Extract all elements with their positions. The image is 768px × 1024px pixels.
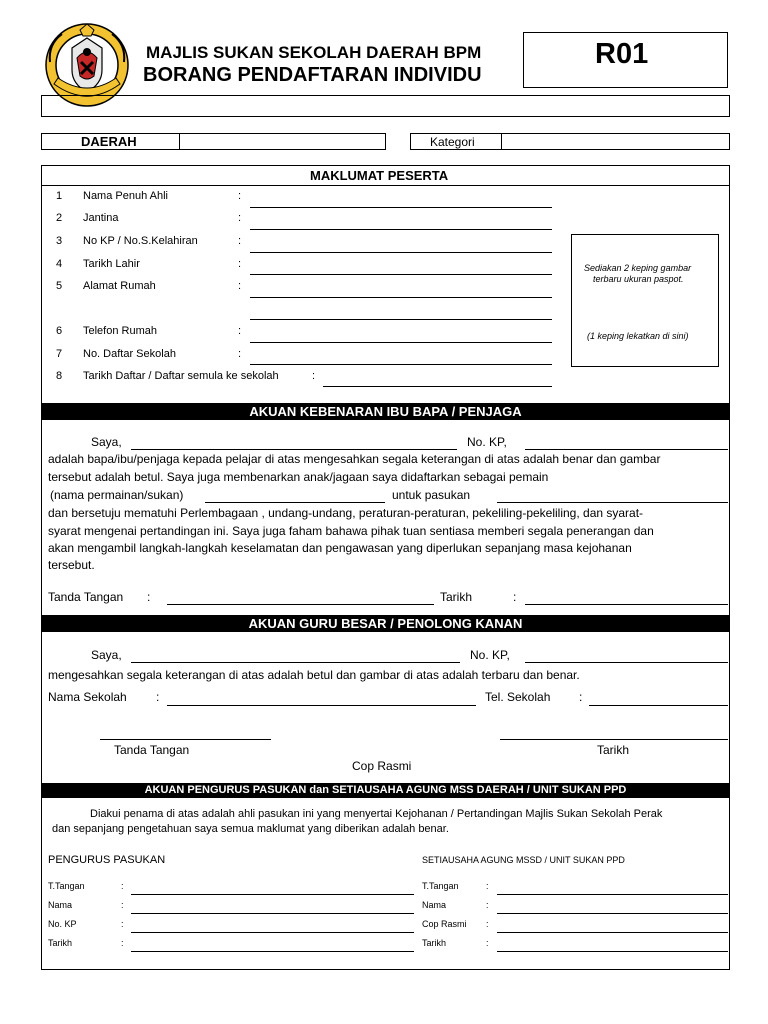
guru-tarikh-line[interactable] (500, 739, 728, 740)
daerah-input[interactable] (181, 134, 384, 149)
peserta-no: 5 (56, 280, 63, 292)
guru-nama-line[interactable] (131, 662, 460, 663)
tel-sekolah-line[interactable] (589, 705, 728, 706)
left-field-colon: : (121, 900, 124, 910)
pengurus-title: AKUAN PENGURUS PASUKAN dan SETIAUSAHA AGUNG MSS DAERAH / UNIT SUKAN PPD (41, 783, 730, 798)
photo-box[interactable] (571, 234, 719, 367)
tarikh-lahir-line[interactable] (250, 274, 552, 275)
left-field-colon: : (121, 938, 124, 948)
left-tarikh-line[interactable] (131, 951, 414, 952)
ibubapa-nokp-line[interactable] (525, 449, 728, 450)
peserta-no: 2 (56, 212, 63, 224)
title-field-box[interactable] (41, 95, 730, 117)
ibubapa-text4: syarat mengenai pertandingan ini. Saya juga faham bahawa pihak tuan sentiasa memberi segala penerangan dan (48, 524, 654, 538)
pengurus-right-title: SETIAUSAHA AGUNG MSSD / UNIT SUKAN PPD (422, 855, 625, 865)
peserta-colon: : (238, 235, 242, 247)
peserta-title: MAKLUMAT PESERTA (310, 168, 449, 183)
ibubapa-text6: tersebut. (48, 558, 95, 572)
kategori-label: Kategori (430, 135, 475, 149)
ibubapa-tandatangan: Tanda Tangan (48, 590, 124, 604)
left-ttangan-line[interactable] (131, 894, 414, 895)
peserta-colon: : (238, 190, 242, 202)
kategori-input[interactable] (503, 134, 728, 149)
ibubapa-tarikh-line[interactable] (525, 604, 728, 605)
peserta-label: Alamat Rumah (83, 280, 156, 292)
photo-instruction-2: terbaru ukuran paspot. (593, 274, 684, 284)
peserta-colon: : (238, 258, 242, 270)
ibubapa-nama-line[interactable] (131, 449, 457, 450)
right-ttangan-line[interactable] (497, 894, 728, 895)
guru-tel-sekolah: Tel. Sekolah (485, 690, 551, 704)
guru-colon: : (579, 690, 583, 704)
ibubapa-tarikh: Tarikh (440, 590, 473, 604)
peserta-no: 1 (56, 190, 63, 202)
peserta-colon: : (238, 325, 242, 337)
ibubapa-text1: adalah bapa/ibu/penjaga kepada pelajar di atas mengesahkan segala keterangan di atas adalah benar dan gambar (48, 452, 661, 466)
right-field-colon: : (486, 900, 489, 910)
photo-instruction-1: Sediakan 2 keping gambar (584, 263, 692, 273)
left-field-colon: : (121, 919, 124, 929)
right-cop-line[interactable] (497, 932, 728, 933)
alamat-line-1[interactable] (250, 297, 552, 298)
nokp-line[interactable] (250, 252, 552, 253)
guru-cop-rasmi: Cop Rasmi (352, 759, 412, 773)
peserta-colon: : (238, 280, 242, 292)
pengurus-text2: dan sepanjang pengetahuan saya semua maklumat yang diberikan adalah benar. (52, 823, 449, 835)
peserta-label: Tarikh Daftar / Daftar semula ke sekolah (83, 370, 279, 382)
right-field-label: Tarikh (422, 938, 447, 948)
guru-tandatangan: Tanda Tangan (114, 743, 190, 757)
left-field-label: T.Tangan (48, 881, 85, 891)
right-field-label: T.Tangan (422, 881, 459, 891)
ibubapa-title: AKUAN KEBENARAN IBU BAPA / PENJAGA (41, 403, 730, 420)
peserta-label: Telefon Rumah (83, 325, 157, 337)
tarikh-daftar-line[interactable] (323, 386, 552, 387)
right-field-label: Nama (422, 900, 447, 910)
guru-tarikh: Tarikh (597, 743, 630, 757)
ibubapa-permainan: (nama permainan/sukan) (50, 488, 184, 502)
pasukan-line[interactable] (497, 502, 728, 503)
peserta-no: 8 (56, 370, 63, 382)
ibubapa-text5: akan mengambil langkah-langkah keselamatan dan pengawasan yang diperlukan sepanjang masa kejohanan (48, 541, 632, 555)
peserta-no: 4 (56, 258, 63, 270)
right-field-colon: : (486, 881, 489, 891)
right-field-colon: : (486, 938, 489, 948)
nama-penuh-line[interactable] (250, 207, 552, 208)
ibubapa-saya: Saya, (91, 435, 122, 449)
left-field-label: No. KP (48, 919, 77, 929)
nama-sekolah-line[interactable] (167, 705, 476, 706)
guru-tandatangan-line[interactable] (100, 739, 271, 740)
photo-instruction-3: (1 keping lekatkan di sini) (587, 331, 689, 341)
ibubapa-pasukan: untuk pasukan (392, 488, 471, 502)
pengurus-text1: Diakui penama di atas adalah ahli pasukan ini yang menyertai Kejohanan / Pertandingan Majlis Sukan Sekolah Perak (90, 808, 663, 820)
peserta-label: Tarikh Lahir (83, 258, 140, 270)
guru-text1: mengesahkan segala keterangan di atas adalah betul dan gambar di atas adalah terbaru dan benar. (48, 668, 580, 682)
guru-saya: Saya, (91, 648, 122, 662)
no-daftar-line[interactable] (250, 364, 552, 365)
permainan-line[interactable] (205, 502, 385, 503)
guru-nama-sekolah: Nama Sekolah (48, 690, 127, 704)
left-field-label: Tarikh (48, 938, 73, 948)
peserta-label: No KP / No.S.Kelahiran (83, 235, 198, 247)
guru-nokp: No. KP, (470, 648, 510, 662)
ibubapa-colon: : (513, 590, 517, 604)
alamat-line-2[interactable] (250, 319, 552, 320)
form-code: R01 (595, 38, 649, 70)
peserta-colon: : (312, 370, 316, 382)
peserta-no: 6 (56, 325, 63, 337)
peserta-label: No. Daftar Sekolah (83, 348, 176, 360)
peserta-no: 3 (56, 235, 63, 247)
peserta-no: 7 (56, 348, 63, 360)
peserta-label: Nama Penuh Ahli (83, 190, 168, 202)
daerah-label: DAERAH (81, 134, 137, 149)
pengurus-left-title: PENGURUS PASUKAN (48, 854, 166, 866)
jantina-line[interactable] (250, 229, 552, 230)
ibubapa-nokp: No. KP, (467, 435, 507, 449)
right-tarikh-line[interactable] (497, 951, 728, 952)
right-field-colon: : (486, 919, 489, 929)
left-field-label: Nama (48, 900, 73, 910)
guru-title: AKUAN GURU BESAR / PENOLONG KANAN (41, 615, 730, 632)
guru-colon: : (156, 690, 160, 704)
header-line1: MAJLIS SUKAN SEKOLAH DAERAH BPM (146, 43, 482, 62)
ibubapa-text3: dan bersetuju mematuhi Perlembagaan , undang-undang, peraturan-peraturan, pekeliling-pekeliling, dan syarat- (48, 506, 644, 520)
ibubapa-colon: : (147, 590, 151, 604)
peserta-label: Jantina (83, 212, 119, 224)
header-line2: BORANG PENDAFTARAN INDIVIDU (143, 64, 482, 86)
left-field-colon: : (121, 881, 124, 891)
peserta-colon: : (238, 212, 242, 224)
peserta-colon: : (238, 348, 242, 360)
left-nama-line[interactable] (131, 913, 414, 914)
ibubapa-tandatangan-line[interactable] (167, 604, 434, 605)
right-nama-line[interactable] (497, 913, 728, 914)
right-field-label: Cop Rasmi (422, 919, 467, 929)
telefon-line[interactable] (250, 342, 552, 343)
ibubapa-text2: tersebut adalah betul. Saya juga membenarkan anak/jagaan saya didaftarkan sebagai pemain (48, 470, 549, 484)
guru-nokp-line[interactable] (525, 662, 728, 663)
left-nokp-line[interactable] (131, 932, 414, 933)
